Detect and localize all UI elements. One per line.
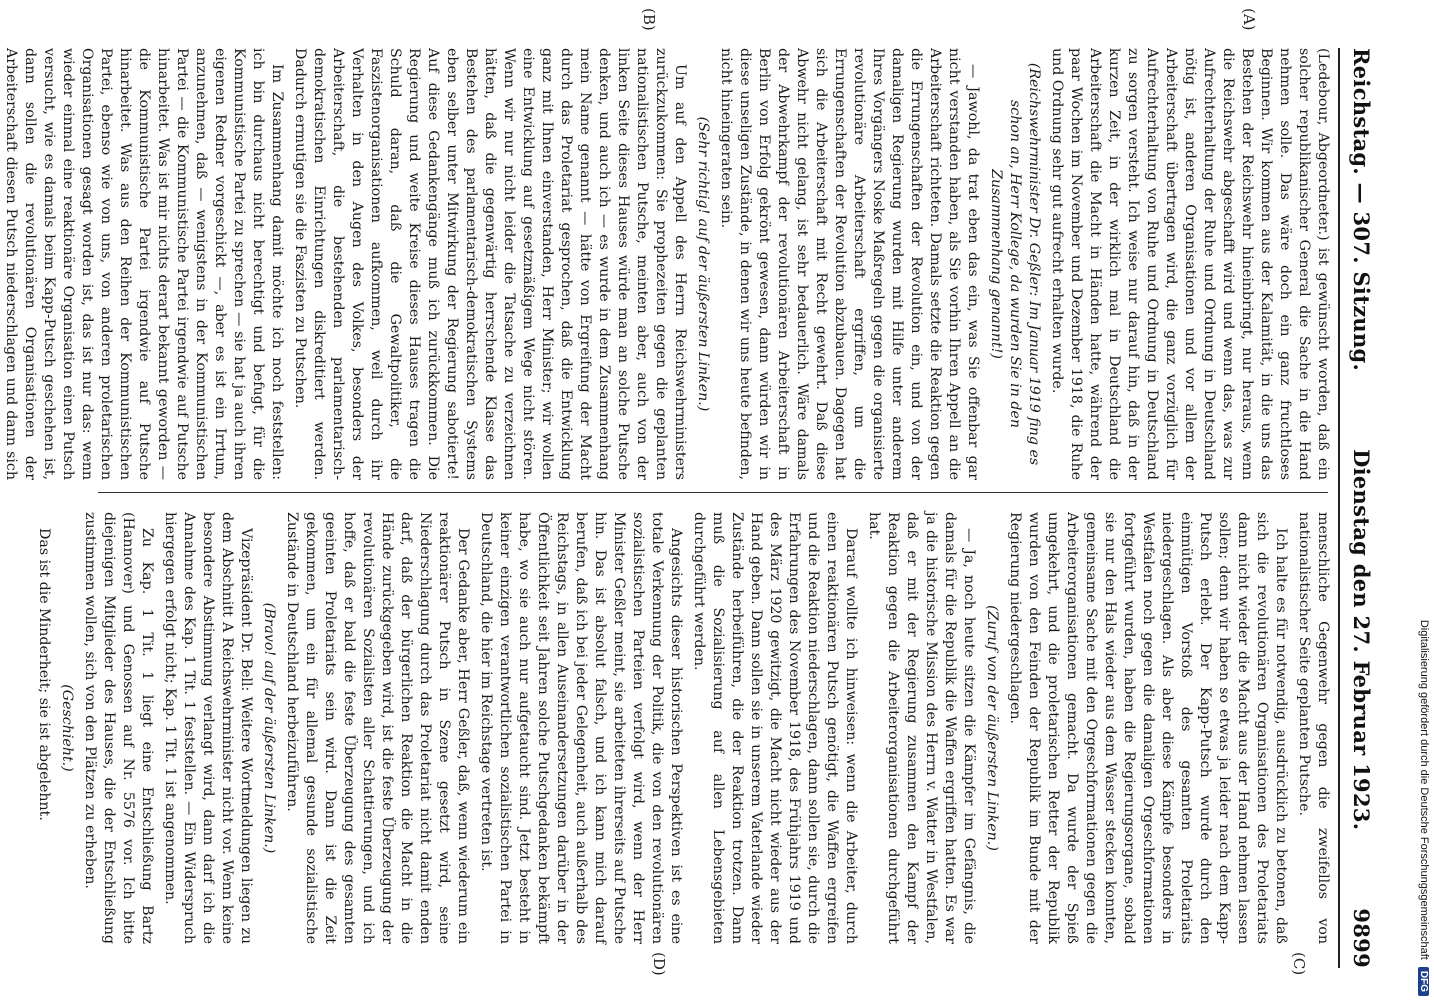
interjection-paragraph: (Sehr richtig! auf der äußersten Linken.) [695, 116, 711, 412]
margin-marker-a: (A) [1240, 8, 1258, 31]
body-paragraph: Ich halte es für notwendig, ausdrücklich zu betonen, daß sich die revolutionären Organisationen des Proletariats dann nicht wieder die Macht aus der Hand nehmen lassen sollen; denn wir haben so etwas ja leider nach dem Kapp-Putsch erlebt. Der Kapp-Putsch wurde durch den einmütigen Vorstoß des gesamten Proletariats niedergeschlagen. Als aber diese Kämpfe besonders in Westfalen noch gegen die damaligen Orgeschformationen fortgeführt wurden, haben die Regierungsorgane, sobald sie nur den Hals wieder aus dem Wasser stecken konnten, gemeinsame Sache mit den Orgeschformationen gegen die Arbeiterorganisationen gemacht. Da wurde der Spieß umgekehrt, und die proletarischen Retter der Republik wurden von den Feinden der Republik im Bunde mit der Regierung niedergeschlagen. [1007, 512, 1289, 944]
body-paragraph: Vizepräsident Dr. Bell: Weitere Wortmeldungen liegen zu dem Abschnitt A Reichswehrminister nicht vor. Wenn keine besondere Abstimmung verlangt wird, dann darf ich die Annahme des Kap. 1 Tit. 1 feststellen. — Ein Widerspruch hiergegen erfolgt nicht; Kap. 1 Tit. 1 ist angenommen. [162, 512, 254, 944]
margin-marker-b: (B) [640, 8, 658, 31]
body-paragraph: Darauf wollte ich hinweisen: wenn die Arbeiter, durch einen reaktionären Putsch genötigt, die Waffen ergreifen und die Reaktion niederschlagen, dann sollen sie, durch die Erfahrungen des November 1918, des Frühjahrs 1919 und des März 1920 gewitzigt, die Macht nicht wieder aus der Hand geben. Dann sollen sie in unserem Vaterlande wieder Zustände herbeiführen, die der Reaktion trotzen. Dann muß die Sozialisierung auf allen Lebensgebieten durchgeführt werden. [691, 512, 859, 944]
body-paragraph: Angesichts dieser historischen Perspektiven ist es eine totale Verkennung der Politik, die von den revolutionären sozialistischen Parteien verfolgt wird, wenn der Herr Minister Geßler meint, sie arbeiteten ihrerseits auf Putsche hin. Das ist absolut falsch, und ich kann mich darauf berufen, daß ich bei jeder Gelegenheit, auch außerhalb des Reichstags, in allen Auseinandersetzungen darüber in der Öffentlichkeit seit Jahren solche Putschgedanken bekämpft habe, wo sie auch nur aufgetaucht sind. Jetzt besteht in keiner einzigen verantwortlichen sozialistischen Partei in Deutschland, die hier im Reichstage vertreten ist. [478, 512, 684, 944]
margin-marker-d: (D) [650, 952, 668, 976]
body-paragraph: Das ist die Minderheit; sie ist abgelehnt. [36, 528, 52, 821]
body-paragraph: Zu Kap. 1 Tit. 1 liegt eine Entschließung Bartz (Hannover) und Genossen auf Nr. 5576 vor. Ich bitte diejenigen Mitglieder des Hauses, die der Entschließung zustimmen wollen, sich von den Plätzen zu erheben. [82, 512, 155, 944]
body-paragraph: Um auf den Appell des Herrn Reichswehrministers zurückzukommen: Sie prophezeiten gegen die geplanten nationalistischen Putsche, meinten aber, auch von der linken Seite dieses Hauses würde man an solche Putsche denken, und auch ich — es wurde in dem Zusammenhang mein Name genannt — hätte von Ergreifung der Macht durch das Proletariat gesprochen, daß die Entwicklung ganz mit Ihnen einverstanden, Herr Minister; wir wollen eine Entwicklung auf gesetzmäßigem Wege nicht stören. Wenn wir nur nicht leider die Tatsache zu verzeichnen hätten, daß die gegenwärtig herrschende Klasse das Bestehen des parlamentarisch-demokratischen Systems eben selber unter Mitwirkung der Regierung sabotierte! Auf diese Gedankengänge muß ich zurückkommen. Die Regierung und weite Kreise dieses Hauses tragen die Schuld daran, daß die Gewaltpolitiker, die Faszistenorganisationen aufkommen, weil durch ihr Verhalten in den Augen des Volkes, besonders der Arbeiterschaft, die bestehenden parlamentarisch-demokratischen Einrichtungen diskreditiert werden. Dadurch ermutigen sie die Faszisten zu Putschen. [292, 48, 688, 480]
side-note [1408, 0, 1430, 1000]
page-header [1338, 48, 1384, 968]
margin-marker-c: (C) [1290, 952, 1308, 976]
interjection-paragraph: (Zuruf von der äußersten Linken.) [984, 605, 1000, 851]
body-paragraph: — Ja, noch heute sitzen die Kämpfer im Gefängnis, die damals für die Republik die Waffen ergriffen hatten. Es war ja die historische Mission des Herrn v. Watter in Westfalen, daß er mit der Regierung zusammen den Kampf der Reaktion gegen die Arbeiterorganisationen durchgeführt hat. [866, 512, 977, 944]
body-paragraph: Der Gedanke aber, Herr Geßler, daß, wenn wiederum ein reaktionärer Putsch in Szene gesetzt wird, seine Niederschlagung durch das Proletariat nicht damit enden darf, daß der bürgerlichen Reaktion die Macht in die Hände zurückgegeben wird, ist die feste Überzeugung der revolutionären Sozialisten aller Schattierungen, und ich hoffe, daß er bald die feste Überzeugung des gesamten geeinten Proletariats sein wird. Dann ist die Zeit gekommen, um ein für allemal gesunde sozialistische Zustände in Deutschland herbeizuführen. [284, 512, 471, 944]
side-note-label: Digitalisierung gefördert durch die Deutsche Forschungsgemeinschaft [1418, 619, 1430, 960]
side-note-text [1418, 6, 1430, 996]
left-text-column [3, 48, 1332, 480]
header-left: Reichstag. — 307. Sitzung. [1349, 48, 1375, 372]
right-text-column [36, 512, 1332, 944]
body-paragraph: menschliche Gegenwehr gegen die zweifellos von nationalistischer Seite geplanten Putsche. [1296, 512, 1331, 944]
dfg-logo-icon: DFG [1418, 967, 1429, 996]
interjection-paragraph: (Reichswehrminister Dr. Geßler: Im Januar 1919 fing es schon an, Herr Kollege, da wurden Sie in den Zusammenhang genannt!) [988, 62, 1042, 466]
page-number: 9899 [1349, 908, 1375, 968]
body-paragraph: Im Zusammenhang damit möchte ich noch feststellen: ich bin durchaus nicht berechtigt und befugt, für die Kommunistische Partei zu sprechen — sie hat ja auch ihren eigenen Redner vorgeschickt —, aber es ist ein Irrtum, anzunehmen, daß — wenigstens in der Kommunistischen Partei — die Kommunistische Partei irgendwie auf Putsche hinarbeitet. Was ist mir nichts derart bekannt geworden — die Kommunistische Partei irgendwie auf Putsche hinarbeitet. Was aus den Reihen der Kommunistischen Partei, ebenso wie von uns, von anderen proletarischen Organisationen gesagt worden ist, das ist nur das: wenn wieder einmal eine reaktionäre Organisation einen Putsch versucht, wie es damals beim Kapp-Putsch geschehen ist, dann sollen die revolutionären Organisationen der Arbeiterschaft diesen Putsch niederschlagen und dann sich [3, 48, 285, 480]
column-divider [98, 492, 1328, 493]
header-date: Dienstag den 27. Februar 1923. [1349, 449, 1375, 831]
body-paragraph: — Jawohl, da trat eben das ein, was Sie offenbar gar nicht verstanden haben, als Sie vorhin Ihren Appell an die Arbeiterschaft richteten. Damals setzte die Reaktion gegen die Errungenschaften der Revolution ein, und von der damaligen Regierung wurden mit Hilfe unter anderem Ihres Vorgängers Noske Maßregeln gegen die organisierte revolutionäre Arbeiterschaft ergriffen, um die Errungenschaften der Revolution abzubauen. Dagegen hat sich die Arbeiterschaft mit Recht gewehrt. Daß diese Abwehr nicht gelang, ist sehr bedauerlich. Wäre damals der Abwehrkampf der revolutionären Arbeiterschaft in Berlin von Erfolg gekrönt gewesen, dann würden wir in diese unseligen Zustände, in denen wir uns heute befinden, nicht hineingeraten sein. [718, 48, 981, 480]
interjection-paragraph: (Bravo! auf der äußersten Linken.) [261, 602, 277, 854]
interjection-paragraph: (Geschieht.) [59, 684, 75, 772]
body-paragraph: (Ledebour, Abgeordneter.) ist gewünscht worden, daß ein solcher republikanischer General die Sache in die Hand nehmen solle. Das wäre doch ein ganz fruchtloses Beginnen. Wir kommen aus der Kalamität, in die uns das Bestehen der Reichswehr hineinbringt, nur heraus, wenn die Reichswehr abgeschafft wird und wenn das, was zur Aufrechterhaltung der Ruhe und Ordnung in Deutschland nötig ist, anderen Organisationen und vor allem der Arbeiterschaft übertragen wird, die ganz vorzüglich für Aufrechterhaltung von Ruhe und Ordnung in Deutschland zu sorgen versteht. Ich weise nur darauf hin, daß in der kurzen Zeit, in der wirklich mal in Deutschland die Arbeiterschaft die Macht in Händen hatte, während der paar Wochen im November und Dezember 1918, die Ruhe und Ordnung sehr gut aufrecht erhalten wurde. [1049, 48, 1331, 480]
